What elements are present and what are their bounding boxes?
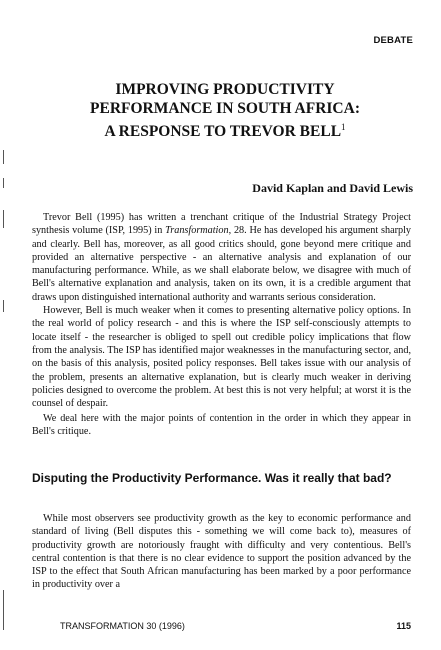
title-line-3 [40,118,410,141]
title-footnote-mark: 1 [341,122,346,132]
footer-page-number: 115 [396,621,411,631]
article-title [40,80,410,141]
paragraph-1-text-b: , 28. He has developed his argument sharply and clearly. Bell has, moreover, as all good critics should, gone beyond mere critique and provided an alternative perspective - an alternative analysis and explanation of our manufacturing performance. While, as we shall elaborate below, we disagree with much of Bell's alternative explanation and analysis, taken on its own, it is a credible argument that draws upon distinguished international authority and warrants serious consideration. [32,225,411,303]
title-line-3-text: A RESPONSE TO TREVOR BELL [104,123,342,141]
footer-journal-issue: TRANSFORMATION 30 (1996) [60,621,185,631]
section-heading: Disputing the Productivity Performance. Was it really that bad? [32,471,392,485]
paragraph-1-text-a: Trevor Bell (1995) has written a trenchant critique of the Industrial Strategy Project synthesis volume (ISP, 1995) in [32,212,411,237]
scan-margin-marks [0,0,10,650]
body-section-intro [32,211,411,410]
body-section-productivity [32,512,411,592]
title-line-1: IMPROVING PRODUCTIVITY [115,81,335,98]
article-authors: David Kaplan and David Lewis [252,181,413,195]
paragraph-2: However, Bell is much weaker when it comes to presenting alternative policy options. In the real world of policy research - and this is where the ISP self-consciously attempts to locate itself - the researcher is obliged to spell out credible policy implications that flow from the analysis. The ISP has identified major weaknesses in the manufacturing sector, and, on the basis of this analysis, posited policy responses. Bell takes issue with our analysis of the problem, presents an alternative explanation, but is clearly much weaker in deriving policies designed to overcome the problem. At best this is not very helpful; at worst it is the counsel of despair. [32,305,411,410]
paragraph-3: We deal here with the major points of contention in the order in which they appear in Bell's critique. [32,413,411,438]
title-line-2: PERFORMANCE IN SOUTH AFRICA: [90,100,360,117]
running-head: DEBATE [373,35,413,46]
paragraph-4: While most observers see productivity growth as the key to economic performance and standard of living (Bell disputes this - something we will come back to), measures of productivity growth are notoriously fraught with difficulty and very contentious. Bell's central contention is that there is no clear evidence to support the position advanced by the ISP to the effect that South African manufacturing has been marked by a poor performance in productivity over a [32,513,411,591]
journal-name: Transformation [165,225,229,237]
paragraph-1 [32,211,411,304]
body-section-order [32,412,411,439]
